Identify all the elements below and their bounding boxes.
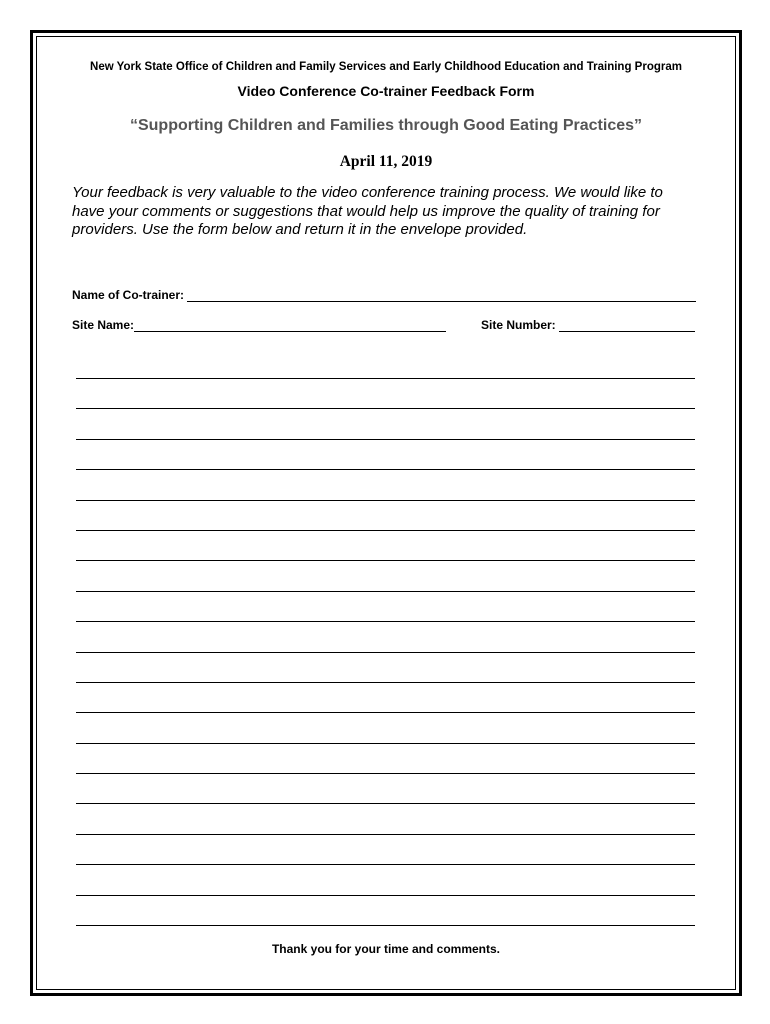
comment-line[interactable] (76, 560, 695, 590)
comment-line[interactable] (76, 682, 695, 712)
comment-line[interactable] (76, 652, 695, 682)
comment-line[interactable] (76, 803, 695, 833)
site-number-field-row (481, 318, 695, 332)
comment-line[interactable] (76, 591, 695, 621)
form-title: Video Conference Co-trainer Feedback Form (237, 83, 535, 99)
cotrainer-input[interactable] (187, 289, 696, 302)
comment-line[interactable] (76, 712, 695, 742)
comment-line[interactable] (76, 621, 695, 651)
comment-line[interactable] (76, 378, 695, 408)
comment-line[interactable] (76, 773, 695, 803)
intro-paragraph: Your feedback is very valuable to the video conference training process. We would like to have your comments or suggestions that would help us improve the quality of training for providers. Use the form below and return it in the envelope provided. (72, 184, 663, 238)
site-number-input[interactable] (559, 319, 695, 332)
organization-heading: New York State Office of Children and Family Services and Early Childhood Education and Training Program (90, 61, 682, 73)
comment-line[interactable] (76, 408, 695, 438)
cotrainer-label: Name of Co-trainer: (72, 288, 185, 302)
training-subtitle: “Supporting Children and Families through Good Eating Practices” (129, 117, 643, 134)
comment-line[interactable] (76, 925, 695, 926)
comment-line[interactable] (76, 834, 695, 864)
comments-area[interactable] (76, 378, 695, 926)
comment-line[interactable] (76, 895, 695, 925)
site-name-field-row (72, 318, 446, 332)
comment-line[interactable] (76, 743, 695, 773)
comment-line[interactable] (76, 530, 695, 560)
comment-line[interactable] (76, 469, 695, 499)
comment-line[interactable] (76, 439, 695, 469)
site-name-label: Site Name: (72, 318, 135, 332)
site-number-label: Site Number: (481, 318, 556, 332)
thank-you-note: Thank you for your time and comments. (271, 942, 501, 956)
cotrainer-field-row (72, 288, 696, 302)
site-name-input[interactable] (134, 319, 446, 332)
comment-line[interactable] (76, 864, 695, 894)
comment-line[interactable] (76, 500, 695, 530)
training-date: April 11, 2019 (339, 153, 433, 170)
